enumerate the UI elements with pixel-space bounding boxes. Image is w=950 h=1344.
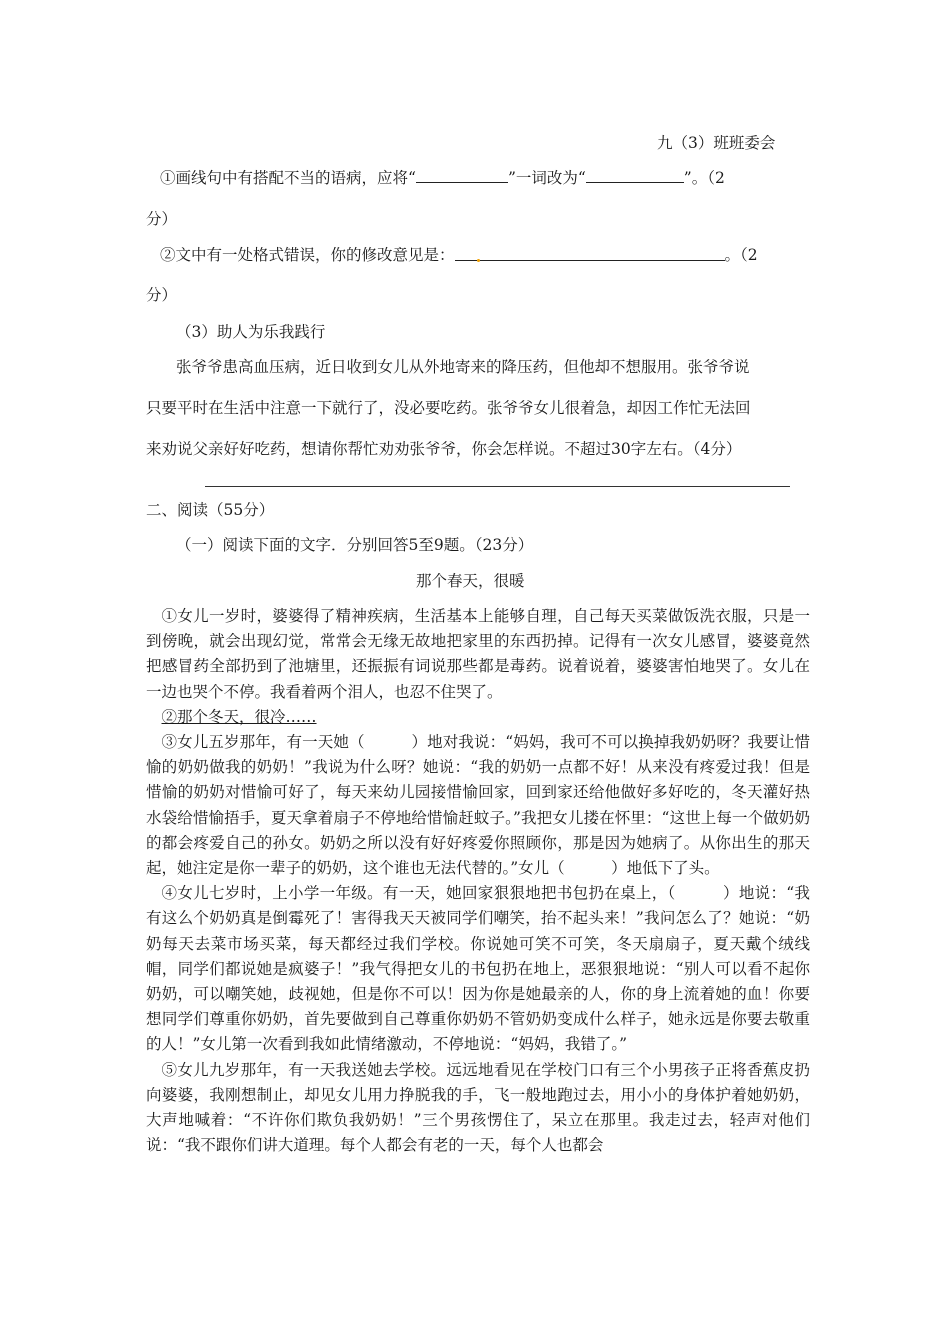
mark-dot [477, 259, 480, 262]
article-title: 那个春天，很暖 [416, 572, 525, 590]
paragraph-2: ②那个冬天，很冷…… [161, 707, 317, 726]
q3-line-1: 张爷爷患高血压病，近日收到女儿从外地寄来的降压药，但他却不想服用。张爷爷说 [176, 358, 750, 376]
section-sub-heading: （一）阅读下面的文字．分别回答5至9题。（23分） [176, 536, 534, 554]
item2-suffix: 。（2 [724, 246, 758, 264]
sign-off: 九（3）班班委会 [657, 134, 776, 152]
section-heading: 二、阅读（55分） [146, 501, 275, 519]
paragraph-4: ④女儿七岁时，上小学一年级。有一天，她回家狠狠地把书包扔在桌上，（ ）地说：“我有这么个奶奶真是倒霉死了！害得我天天被同学们嘲笑，抬不起头来！”我问怎么了？她说：“奶奶每天去菜市场买菜，每天都经过我们学校。你说她可笑不可笑，冬天扇扇子，夏天戴个绒线帽，同学们都说她是疯婆子！”我气得把女儿的书包扔在地上，恶狠狠地说：“别人可以看不起你奶奶，可以嘲笑她，歧视她，但是你不可以！因为你是她最亲的人，你的身上流着她的血！你要想同学们尊重你奶奶，首先要做到自己尊重你奶奶不管奶奶变成什么样子，她永远是你要去敬重的人！”女儿第一次看到我如此情绪激动，不停地说：“妈妈，我错了。” [146, 884, 810, 1054]
item2-prefix: ②文中有一处格式错误，你的修改意见是： [160, 246, 455, 264]
paragraph-5: ⑤女儿九岁那年，有一天我送她去学校。远远地看见在学校门口有三个小男孩子正将香蕉皮扔向婆婆，我刚想制止，却见女儿用力挣脱我的手，飞一般地跑过去，用小小的身体护着她奶奶，大声地喊着：“不许你们欺负我奶奶！”三个男孩愣住了，呆立在那里。我走过去，轻声对他们说：“我不跟你们讲大道理。每个人都会有老的一天，每个人也都会 [146, 1060, 810, 1155]
item2-continuation: 分） [146, 286, 178, 304]
q3-line-2: 只要平时在生活中注意一下就行了，没必要吃药。张爷爷女儿很着急，却因工作忙无法回 [146, 399, 751, 417]
article-body [146, 604, 810, 1158]
paragraph-1: ①女儿一岁时，婆婆得了精神疾病，生活基本上能够自理，自己每天买菜做饭洗衣服，只是一到傍晚，就会出现幻觉，常常会无缘无故地把家里的东西扔掉。记得有一次女儿感冒，婆婆竟然把感冒药全部扔到了池塘里，还振振有词说那些都是毒药。说着说着，婆婆害怕地哭了。女儿在一边也哭个不停。我看着两个泪人，也忍不住哭了。 [146, 607, 810, 701]
item1-continuation: 分） [146, 210, 178, 228]
item1-prefix: ①画线句中有搭配不当的语病，应将“ [160, 169, 416, 187]
item1-suffix: ”。（2 [683, 169, 725, 187]
answer-blank-1[interactable] [416, 168, 508, 183]
answer-blank-2[interactable] [586, 168, 684, 183]
question-item-2 [160, 243, 758, 265]
answer-line[interactable] [205, 486, 790, 487]
question-item-1 [160, 166, 725, 188]
q3-title: （3）助人为乐我践行 [176, 323, 326, 341]
item1-middle: ”一词改为“ [507, 169, 586, 187]
q3-line-3: 来劝说父亲好好吃药，想请你帮忙劝劝张爷爷，你会怎样说。不超过30字左右。（4分） [146, 440, 742, 458]
paragraph-3: ③女儿五岁那年，有一天她（ ）地对我说：“妈妈，我可不可以换掉我奶奶呀？我要让惜愉的奶奶做我的奶奶！”我说为什么呀？她说：“我的奶奶一点都不好！从来没有疼爱过我！但是惜愉的奶奶对惜愉可好了，每天来幼儿园接惜愉回家，回到家还给他做好多好吃的，冬天灌好热水袋给惜愉捂手，夏天拿着扇子不停地给惜愉赶蚊子。”我把女儿搂在怀里：“这世上每一个做奶奶的都会疼爱自己的孙女。奶奶之所以没有好好疼爱你照顾你，那是因为她病了。从你出生的那天起，她注定是你一辈子的奶奶，这个谁也无法代替的。”女儿（ ）地低下了头。 [146, 733, 810, 878]
answer-blank-3[interactable] [455, 246, 725, 261]
